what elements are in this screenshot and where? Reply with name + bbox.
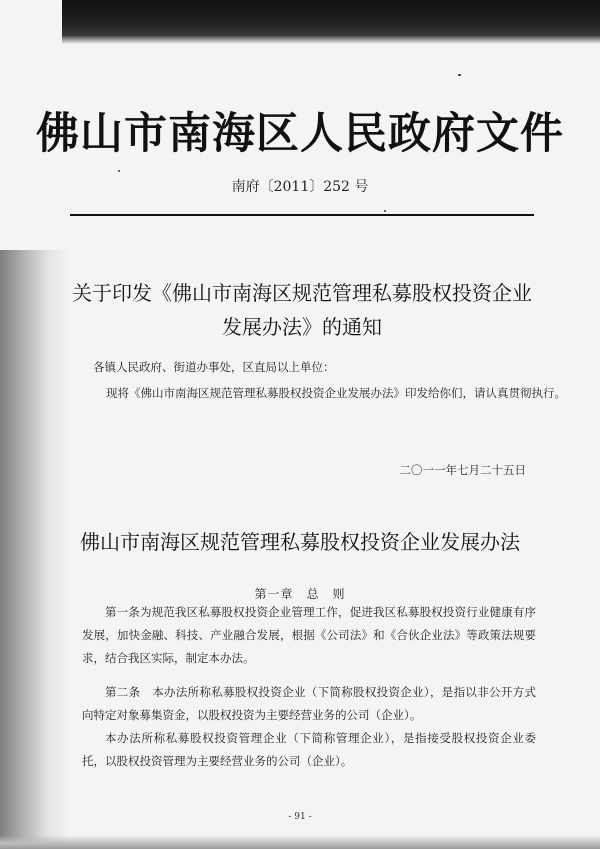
measures-title: 佛山市南海区规范管理私募股权投资企业发展办法	[80, 530, 520, 554]
notice-recipient: 各镇人民政府、街道办事处，区直局以上单位：	[93, 360, 335, 374]
document-number: 南府〔2011〕252 号	[231, 179, 369, 195]
header-divider-rule	[70, 214, 534, 216]
notice-title-line-1: 关于印发《佛山市南海区规范管理私募股权投资企业	[72, 281, 532, 305]
notice-date: 二〇一一年七月二十五日	[399, 463, 526, 477]
article-paragraph: 本办法所称私募股权投资管理企业（下简称管理企业），是指接受股权投资企业委托，以股权投资管理为主要经营业务的公司（企业）。	[82, 731, 536, 768]
scan-speck	[118, 170, 120, 172]
scan-shadow-bottom	[0, 835, 600, 849]
scan-speck	[384, 210, 386, 212]
chapter-heading: 第一章 总 则	[254, 587, 346, 601]
scan-shadow-top	[0, 0, 600, 44]
issuer-header-title: 佛山市南海区人民政府文件	[36, 109, 564, 159]
notice-title	[70, 276, 534, 344]
article-paragraph: 第二条 本办法所称私募股权投资企业（下简称股权投资企业），是指以非公开方式向特定对象募集资金，以股权投资为主要经营业务的公司（企业）。	[82, 685, 536, 722]
notice-title-line-2: 发展办法》的通知	[222, 315, 382, 339]
notice-body: 现将《佛山市南海区规范管理私募股权投资企业发展办法》印发给你们，请认真贯彻执行。	[106, 386, 566, 400]
page-number: - 91 -	[288, 812, 312, 822]
article-paragraph: 第一条为规范我区私募股权投资企业管理工作，促进我区私募股权投资行业健康有序发展，加快金融、科技、产业融合发展，根据《公司法》和《合伙企业法》等政策法规要求，结合我区实际，制定本办法。	[82, 605, 536, 665]
scan-speck	[458, 74, 461, 76]
